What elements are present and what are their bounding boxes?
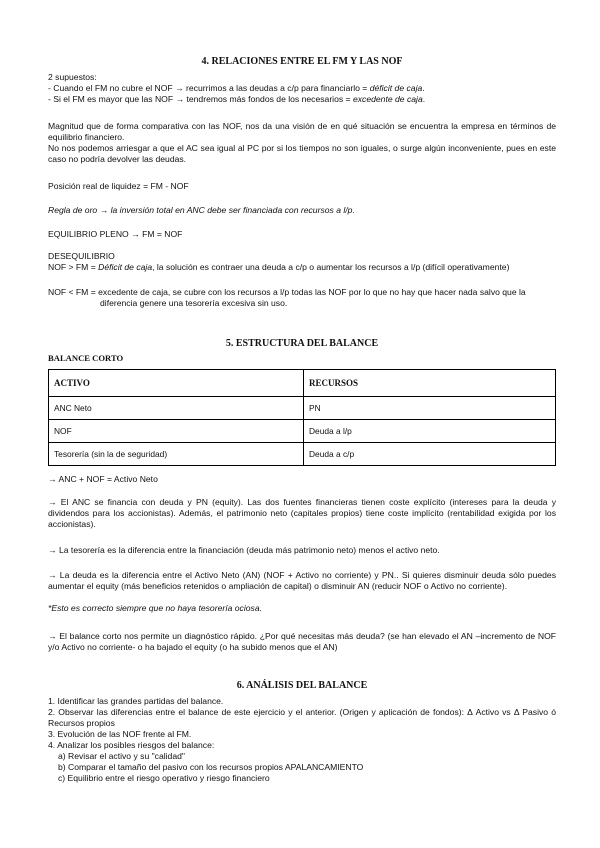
paragraph-diagnostico: → El balance corto nos permite un diagnóstico rápido. ¿Por qué necesitas más deuda? (se han elevado el AN –incremento de NOF y/o Activo no corriente- o ha bajado el equity (o ha subido menos que el AN) <box>48 631 556 652</box>
supuesto-1-text: - Cuando el FM no cubre el NOF → recurrimos a las deudas a c/p para financiarlo = <box>48 83 370 93</box>
supuesto-1-end: . <box>422 83 425 93</box>
note-tesoreria-ociosa: *Esto es correcto siempre que no haya tesorería ociosa. <box>48 603 263 613</box>
section-4-title: 4. RELACIONES ENTRE EL FM Y LAS NOF <box>201 56 403 67</box>
table-row <box>49 443 556 466</box>
paragraph-anc-financiacion: → El ANC se financia con deuda y PN (equity). Las dos fuentes financieras tienen coste explícito (intereses para la deuda y dividendos para los accionistas). Además, el patrimonio neto (capitales propios) tiene coste implícito (rentabilidad exigida por los accionistas). <box>48 497 556 529</box>
section-5-title: 5. ESTRUCTURA DEL BALANCE <box>225 338 379 349</box>
supuestos-label: 2 supuestos: <box>48 72 97 82</box>
desequilibrio-excedente <box>48 287 556 309</box>
table-row <box>49 397 556 420</box>
list-item: 1. Identificar las grandes partidas del balance. <box>48 696 224 706</box>
desequilibrio-title: DESEQUILIBRIO <box>48 251 115 261</box>
header-activo: ACTIVO <box>49 370 304 397</box>
list-item: 4. Analizar los posibles riesgos del balance: <box>48 740 215 750</box>
table-header-row <box>49 370 556 397</box>
sub-list-item: b) Comparar el tamaño del pasivo con los recursos propios APALANCAMIENTO <box>58 762 364 772</box>
paragraph-deuda: → La deuda es la diferencia entre el Activo Neto (AN) (NOF + Activo no corriente) y PN.. Si quieres disminuir deuda sólo puedes aumentar el equity (más beneficios retenidos o ampliación de capital) o disminuir AN (reducir NOF o Activo no corriente). <box>48 570 556 591</box>
table-cell: NOF <box>49 420 304 443</box>
list-item: 2. Observar las diferencias entre el balance de este ejercicio y el anterior. (Origen y aplicación de fondos): Δ Activo vs Δ Pasivo ó Recursos propios <box>48 707 556 728</box>
supuestos-block <box>48 72 556 105</box>
balance-table <box>48 369 556 466</box>
section-6-title: 6. ANÁLISIS DEL BALANCE <box>236 680 368 691</box>
table-cell: ANC Neto <box>49 397 304 420</box>
supuesto-1 <box>48 83 556 94</box>
excedente-text: NOF < FM = excedente de caja, se cubre con los recursos a l/p todas las NOF por lo que no hay que hacer nada salvo que la diferencia genere una tesorería excesiva sin uso. <box>48 287 526 308</box>
deficit-label: NOF > FM = <box>48 262 99 272</box>
posicion-liquidez: Posición real de liquidez = FM - NOF <box>48 181 189 191</box>
sub-list-item: c) Equilibrio entre el riesgo operativo y riesgo financiero <box>58 773 270 783</box>
equilibrio-pleno: EQUILIBRIO PLENO → FM = NOF <box>48 229 183 239</box>
table-cell: PN <box>304 397 556 420</box>
supuesto-2-end: . <box>422 94 426 104</box>
regla-de-oro: Regla de oro → la inversión total en ANC debe ser financiada con recursos a l/p. <box>48 205 355 215</box>
table-cell: Tesorería (sin la de seguridad) <box>49 443 304 466</box>
desequilibrio-block <box>48 251 556 273</box>
header-recursos: RECURSOS <box>304 370 556 397</box>
analysis-list <box>48 696 556 784</box>
activo-neto-formula: → ANC + NOF = Activo Neto <box>48 474 158 484</box>
supuesto-2 <box>48 94 556 105</box>
paragraph-tesoreria: → La tesorería es la diferencia entre la financiación (deuda más patrimonio neto) menos el activo neto. <box>48 545 440 555</box>
supuesto-2-emphasis: excedente de caja <box>352 94 423 104</box>
table-cell: Deuda a l/p <box>304 420 556 443</box>
paragraph-arriesgar: No nos podemos arriesgar a que el AC sea igual al PC por si los tiempos no son iguales, o surge algún inconveniente, pues en este caso no podría devolver las deudas. <box>48 143 556 164</box>
supuesto-2-text: - Si el FM es mayor que las NOF → tendremos más fondos de los necesarios = <box>48 94 353 104</box>
desequilibrio-deficit <box>48 262 556 273</box>
deficit-emphasis: Déficit de caja <box>98 262 153 272</box>
sub-list-item: a) Revisar el activo y su "calidad" <box>58 751 185 761</box>
supuesto-1-emphasis: déficit de caja <box>369 83 423 93</box>
table-cell: Deuda a c/p <box>304 443 556 466</box>
deficit-text: , la solución es contraer una deuda a c/p o aumentar los recursos a l/p (difícil operativamente) <box>152 262 510 272</box>
list-item: 3. Evolución de las NOF frente al FM. <box>48 729 192 739</box>
table-row <box>49 420 556 443</box>
balance-corto-label: BALANCE CORTO <box>48 353 124 363</box>
paragraph-magnitud: Magnitud que de forma comparativa con las NOF, nos da una visión de en qué situación se encuentra la empresa en términos de equilibrio financiero. <box>48 121 556 142</box>
